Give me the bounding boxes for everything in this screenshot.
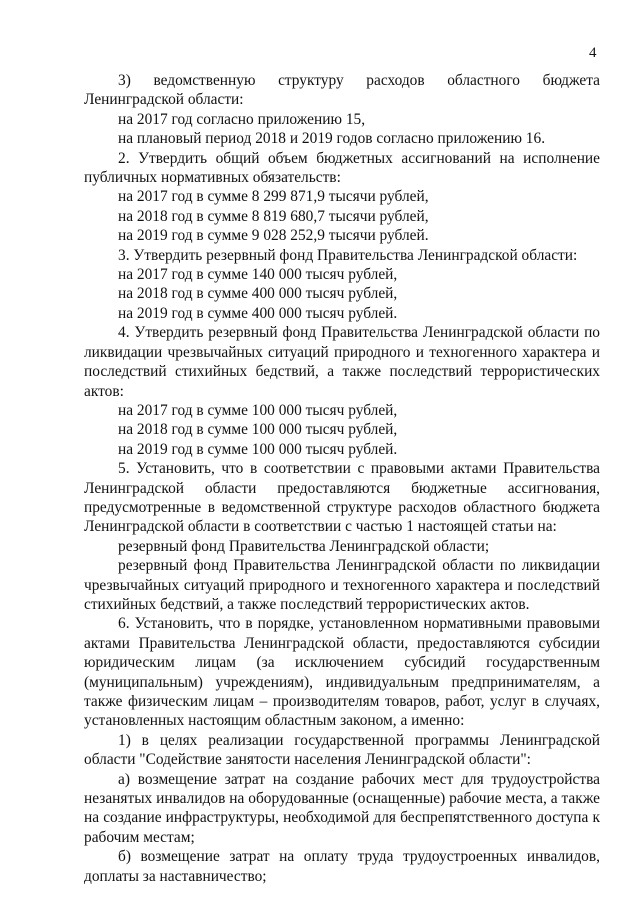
paragraph: 1) в целях реализации государственной программы Ленинградской области "Содействие занятости населения Ленинградской области": xyxy=(84,731,600,769)
paragraph: на 2017 год в сумме 100 000 тысяч рублей, xyxy=(118,401,398,419)
paragraph: на 2018 год в сумме 100 000 тысяч рублей, xyxy=(118,421,398,439)
paragraph: на 2018 год в сумме 400 000 тысяч рублей, xyxy=(118,285,398,303)
paragraph: на 2017 год в сумме 8 299 871,9 тысячи рублей, xyxy=(118,188,429,206)
paragraph: б) возмещение затрат на оплату труда трудоустроенных инвалидов, доплаты за наставничество; xyxy=(84,848,600,885)
paragraph: а) возмещение затрат на создание рабочих мест для трудоустройства незанятых инвалидов на оборудованные (оснащенные) рабочие места, а также на создание инфраструктуры, необходимой для беспрепятственного доступа к рабочим местам; xyxy=(84,770,600,846)
paragraph: 6. Установить, что в порядке, установленном нормативными правовыми актами Правительства Ленинградской области, предоставляются субсидии юридическим лицам (за исключением субсидий государственным (муниципальным) учреждениям), индивидуальным предпринимателям, а также физическим лицам – производителям товаров, работ, услуг в случаях, установленных настоящим областным законом, а именно: xyxy=(84,615,600,730)
paragraph: на 2017 год согласно приложению 15, xyxy=(118,110,366,128)
paragraph: на плановый период 2018 и 2019 годов согласно приложению 16. xyxy=(118,130,546,148)
page-number: 4 xyxy=(589,45,597,61)
paragraph: резервный фонд Правительства Ленинградской области по ликвидации чрезвычайных ситуаций природного и техногенного характера и последствий стихийных бедствий, а также последствий террористических актов. xyxy=(84,557,600,613)
paragraph: 2. Утвердить общий объем бюджетных ассигнований на исполнение публичных нормативных обязательств: xyxy=(84,149,600,187)
paragraph: 5. Установить, что в соответствии с правовыми актами Правительства Ленинградской области предоставляются бюджетные ассигнования, предусмотренные в ведомственной структуре расходов областного бюджета Ленинградской области в соответствии с частью 1 настоящей статьи на: xyxy=(84,460,600,536)
paragraph: 3. Утвердить резервный фонд Правительства Ленинградской области: xyxy=(118,246,578,264)
paragraph: на 2019 год в сумме 400 000 тысяч рублей. xyxy=(118,304,398,322)
paragraph: на 2018 год в сумме 8 819 680,7 тысячи рублей, xyxy=(118,207,429,225)
paragraph: 3) ведомственную структуру расходов областного бюджета Ленинградской области: xyxy=(84,72,600,109)
paragraph: резервный фонд Правительства Ленинградской области; xyxy=(118,537,490,555)
paragraph: 4. Утвердить резервный фонд Правительства Ленинградской области по ликвидации чрезвычайных ситуаций природного и техногенного характера и последствий стихийных бедствий, а также последствий террористических актов: xyxy=(84,324,600,400)
document-body xyxy=(84,71,600,886)
paragraph: на 2017 год в сумме 140 000 тысяч рублей, xyxy=(118,266,398,284)
paragraph: на 2019 год в сумме 9 028 252,9 тысячи рублей. xyxy=(118,227,429,245)
paragraph: на 2019 год в сумме 100 000 тысяч рублей. xyxy=(118,440,398,458)
